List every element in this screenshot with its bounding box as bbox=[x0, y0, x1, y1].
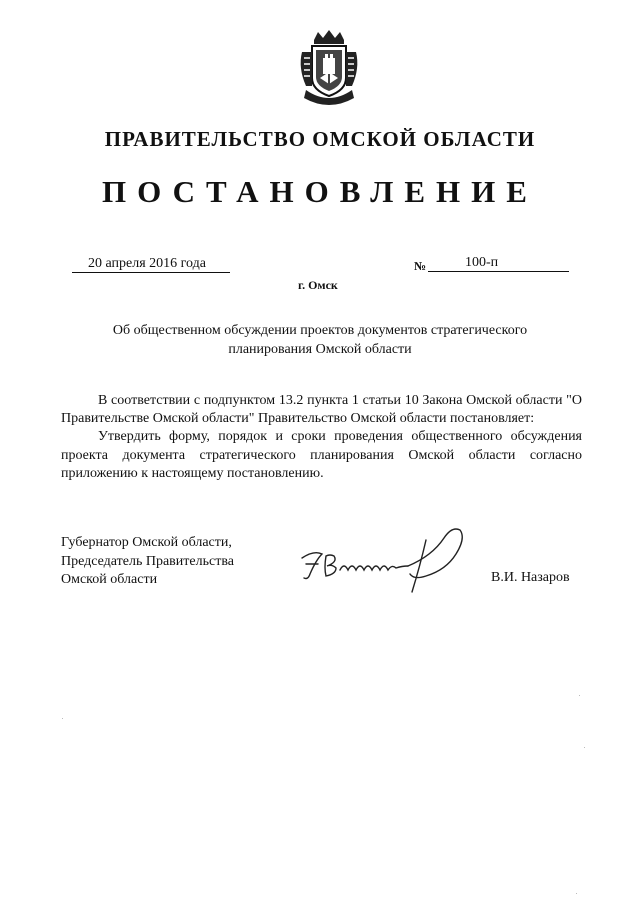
document-type-title: ПОСТАНОВЛЕНИЕ bbox=[102, 174, 538, 209]
signer-position-line: Омской области bbox=[61, 572, 158, 587]
signer-position bbox=[61, 534, 234, 590]
number-field bbox=[428, 254, 569, 272]
body-paragraph: Утвердить форму, порядок и сроки проведения общественного обсуждения проекта документа стратегического планирования Омской области согласно приложению к настоящему постановлению. bbox=[61, 429, 582, 481]
document-date: 20 апреля 2016 года bbox=[88, 256, 206, 271]
number-label: № bbox=[414, 259, 427, 273]
organization-title: ПРАВИТЕЛЬСТВО ОМСКОЙ ОБЛАСТИ bbox=[104, 127, 536, 151]
document-body bbox=[61, 392, 582, 483]
body-paragraph: В соответствии с подпунктом 13.2 пункта 1 статьи 10 Закона Омской области "О Правительстве Омской области" Правительство Омской области постановляет: bbox=[61, 393, 582, 427]
handwritten-signature-icon bbox=[296, 520, 466, 595]
scan-speck bbox=[584, 747, 585, 748]
subject-line: планирования Омской области bbox=[228, 342, 412, 357]
city: г. Омск bbox=[298, 278, 338, 292]
scan-speck bbox=[579, 695, 580, 696]
signer-position-line: Председатель Правительства bbox=[61, 553, 234, 569]
document-number: 100-п bbox=[465, 255, 499, 270]
document-subject bbox=[60, 321, 580, 359]
scan-speck bbox=[576, 893, 577, 894]
subject-line: Об общественном обсуждении проектов документов стратегического bbox=[112, 323, 528, 338]
signer-name: В.И. Назаров bbox=[491, 570, 570, 585]
scan-speck bbox=[62, 718, 63, 719]
date-field bbox=[72, 255, 230, 273]
coat-of-arms-icon bbox=[296, 28, 362, 108]
signer-position-line: Губернатор Омской области, bbox=[61, 535, 232, 550]
